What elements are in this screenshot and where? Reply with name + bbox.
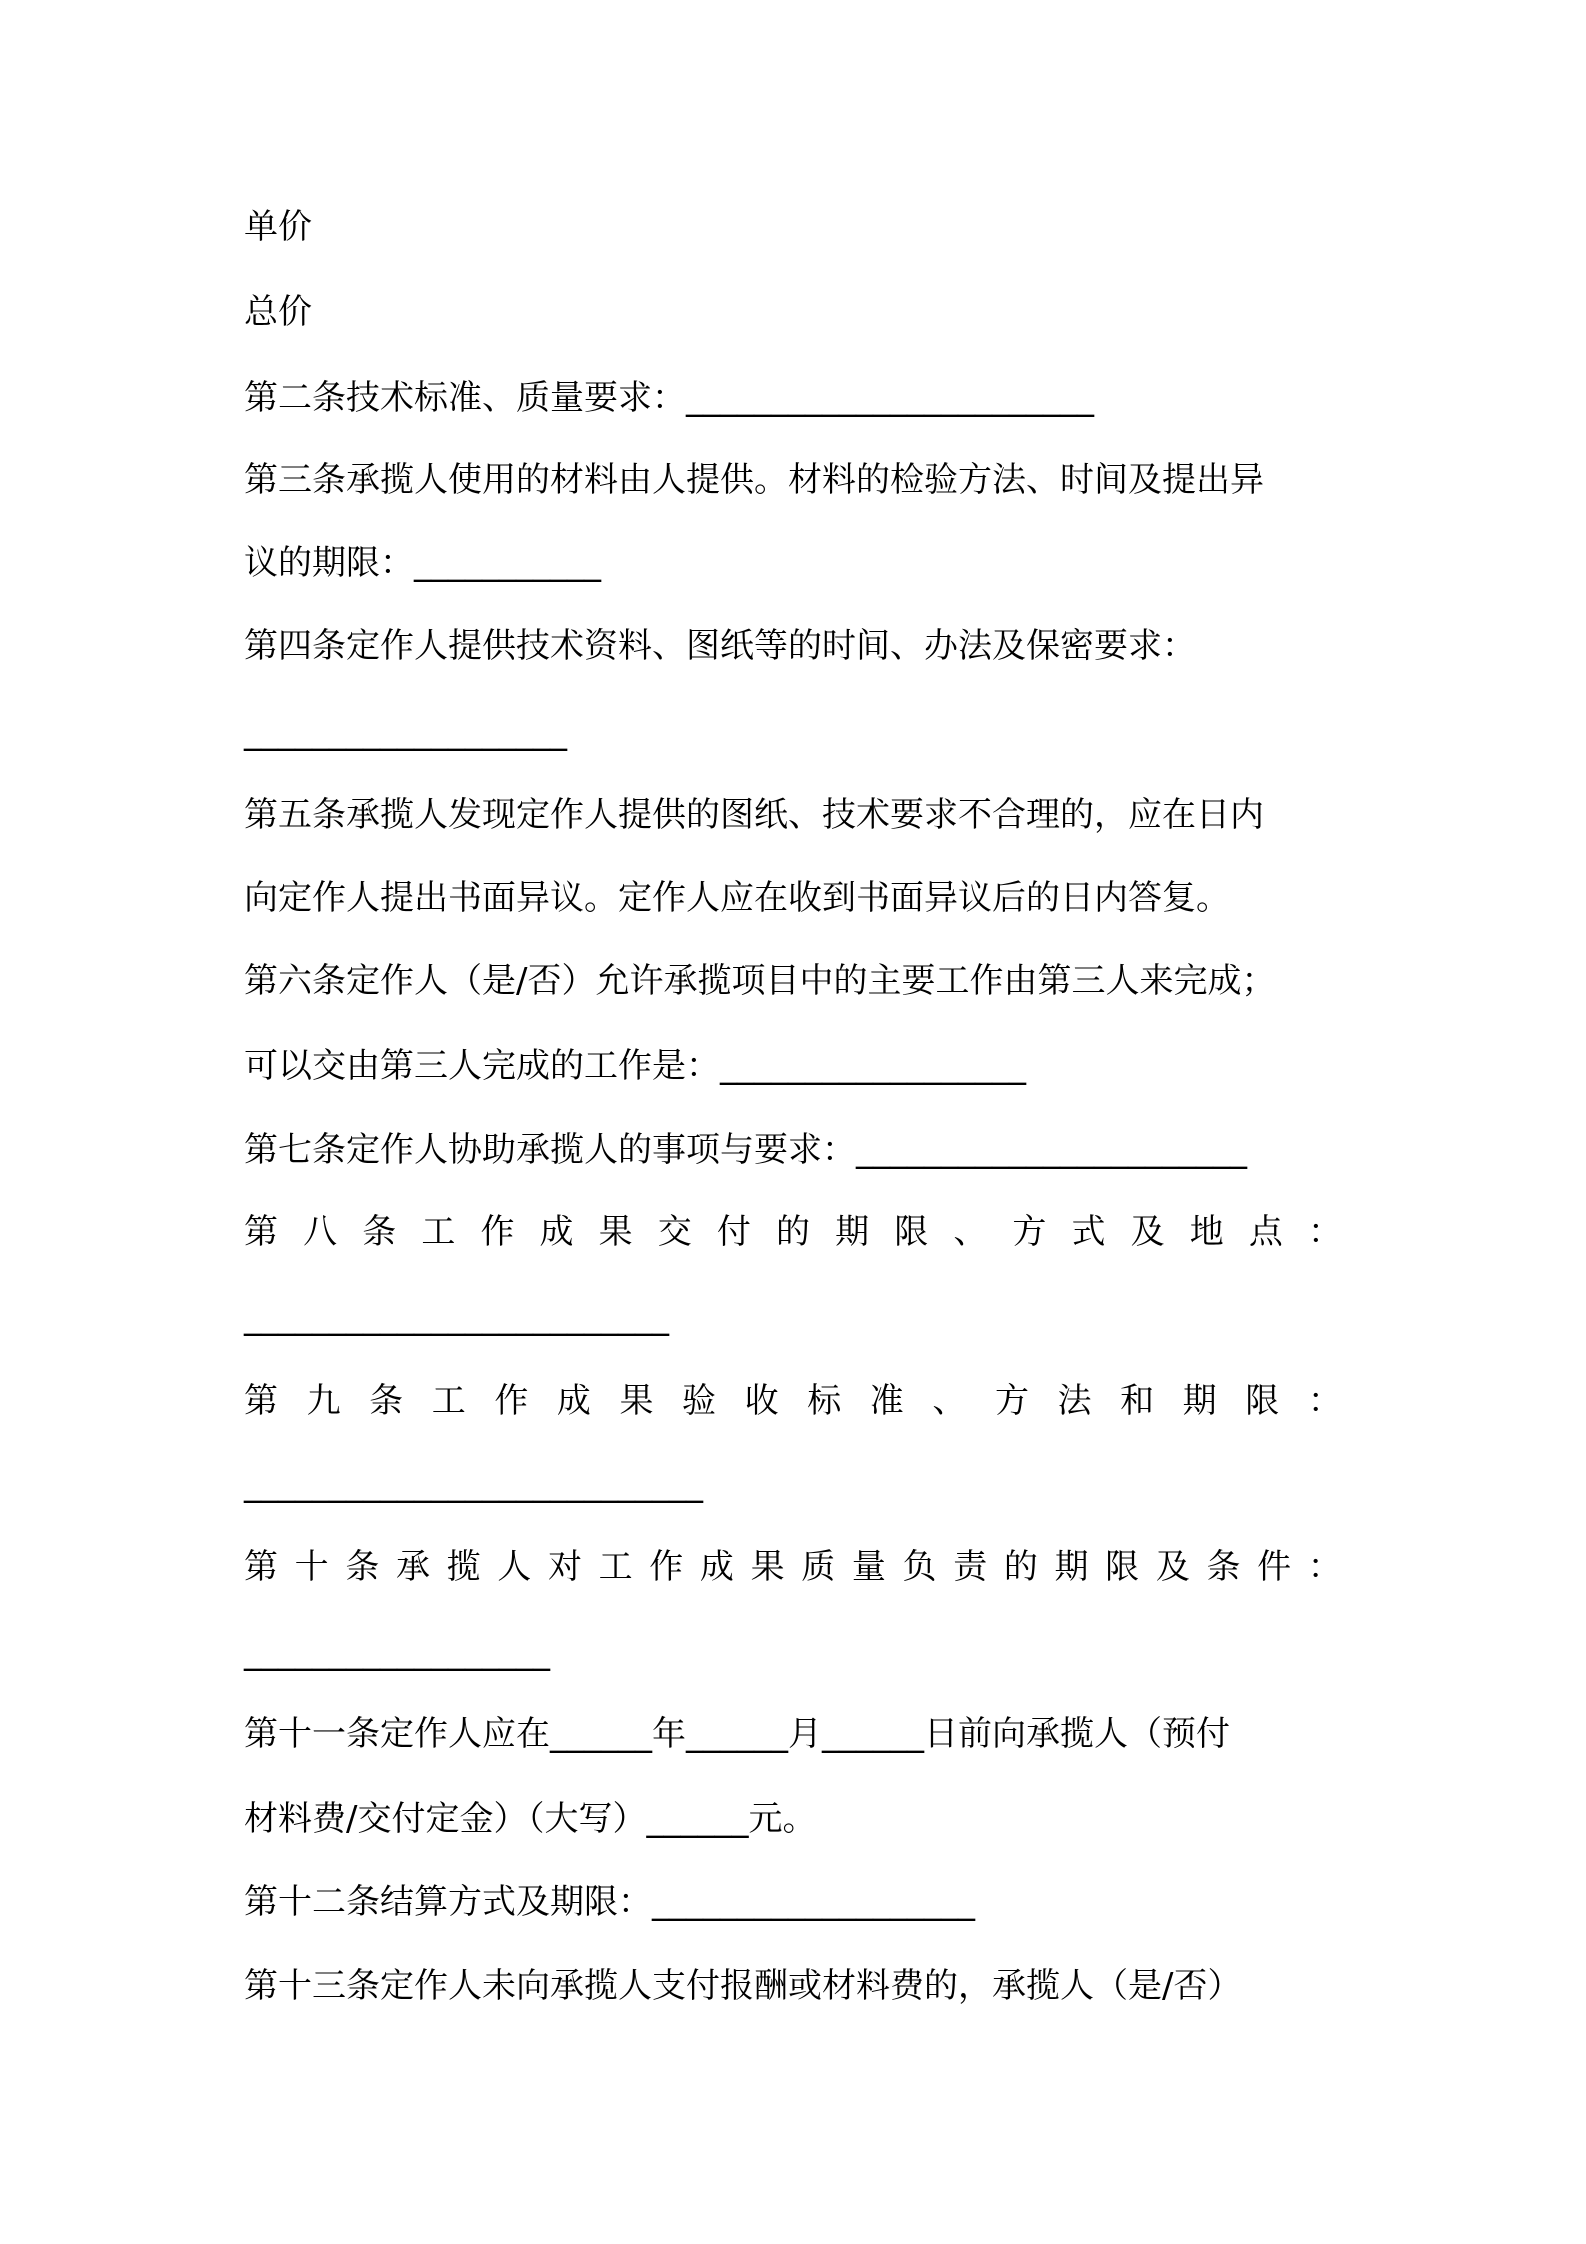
spread-char: 点 [1248,1212,1283,1252]
spread-char: 条 [345,1547,380,1587]
clause-11-line-1: 第十一条定作人应在______年______月______日前向承揽人（预付 [244,1714,1230,1754]
spread-char: 限 [1245,1381,1280,1421]
line-unit-price: 单价 [244,207,312,247]
spread-char: 承 [395,1547,430,1587]
spread-char: 、 [953,1212,988,1252]
spread-char: 及 [1130,1212,1165,1252]
clause-5-line-1: 第五条承揽人发现定作人提供的图纸、技术要求不合理的，应在日内 [244,795,1264,835]
spread-char: 量 [851,1547,886,1587]
spread-char: 第 [244,1212,278,1252]
spread-char: 负 [902,1547,937,1587]
spread-char: 的 [775,1212,810,1252]
spread-char: 限 [1105,1547,1140,1587]
spread-char: 第 [244,1547,278,1587]
spread-char: 作 [494,1381,529,1421]
spread-char: 果 [750,1547,785,1587]
spread-char: 作 [649,1547,684,1587]
spread-char: 方 [994,1381,1029,1421]
spread-char: 果 [598,1212,633,1252]
clause-11-line-2: 材料费/交付定金）（大写）______元。 [244,1799,817,1839]
clause-8-blank: _________________________ [244,1297,669,1337]
clause-2: 第二条技术标准、质量要求：________________________ [244,378,1094,418]
clause-10-line-1 [244,1547,1342,1587]
spread-char: 式 [1071,1212,1106,1252]
spread-char: 果 [619,1381,654,1421]
spread-char: 条 [362,1212,397,1252]
spread-char: 责 [953,1547,988,1587]
spread-char: 交 [657,1212,692,1252]
spread-char: 质 [801,1547,836,1587]
spread-char: 工 [431,1381,466,1421]
spread-char: 条 [369,1381,404,1421]
spread-char: 对 [547,1547,582,1587]
spread-char: 付 [716,1212,751,1252]
spread-char: 人 [497,1547,532,1587]
spread-char: 期 [1182,1381,1217,1421]
spread-char: 限 [894,1212,929,1252]
spread-char: ： [1307,1547,1342,1587]
spread-char: ： [1307,1212,1342,1252]
spread-char: 地 [1189,1212,1224,1252]
clause-9-line-1 [244,1381,1342,1421]
spread-char: 方 [1012,1212,1047,1252]
clause-5-line-2: 向定作人提出书面异议。定作人应在收到书面异议后的日内答复。 [244,878,1230,918]
clause-4-line-1: 第四条定作人提供技术资料、图纸等的时间、办法及保密要求： [244,626,1196,666]
spread-char: 标 [807,1381,842,1421]
spread-char: 、 [932,1381,967,1421]
spread-char: 法 [1057,1381,1092,1421]
spread-char: 九 [306,1381,341,1421]
spread-char: 件 [1257,1547,1292,1587]
clause-8-line-1 [244,1212,1342,1252]
spread-char: ： [1307,1381,1342,1421]
spread-char: 的 [1003,1547,1038,1587]
spread-char: 及 [1155,1547,1190,1587]
clause-6-line-1: 第六条定作人（是/否）允许承揽项目中的主要工作由第三人来完成； [244,961,1276,1001]
spread-char: 八 [303,1212,338,1252]
spread-char: 和 [1120,1381,1155,1421]
clause-7: 第七条定作人协助承揽人的事项与要求：_______________________ [244,1130,1247,1170]
spread-char: 收 [744,1381,779,1421]
clause-9-blank: ___________________________ [244,1464,703,1504]
spread-char: 成 [539,1212,574,1252]
clause-6-line-2: 可以交由第三人完成的工作是：__________________ [244,1046,1026,1086]
clause-13-line-1: 第十三条定作人未向承揽人支付报酬或材料费的，承揽人（是/否） [244,1966,1242,2006]
spread-char: 成 [699,1547,734,1587]
spread-char: 期 [1054,1547,1089,1587]
spread-char: 工 [598,1547,633,1587]
spread-char: 验 [682,1381,717,1421]
clause-3-line-1: 第三条承揽人使用的材料由人提供。材料的检验方法、时间及提出异 [244,460,1264,500]
spread-char: 工 [421,1212,456,1252]
spread-char: 揽 [446,1547,481,1587]
spread-char: 第 [244,1381,278,1421]
spread-char: 成 [556,1381,591,1421]
clause-3-line-2: 议的期限：___________ [244,543,601,583]
spread-char: 准 [869,1381,904,1421]
spread-char: 十 [294,1547,329,1587]
line-total-price: 总价 [244,292,312,332]
spread-char: 作 [480,1212,515,1252]
spread-char: 条 [1206,1547,1241,1587]
clause-10-blank: __________________ [244,1632,550,1672]
clause-12: 第十二条结算方式及期限：___________________ [244,1882,975,1922]
spread-char: 期 [835,1212,870,1252]
clause-4-blank: ___________________ [244,712,567,752]
